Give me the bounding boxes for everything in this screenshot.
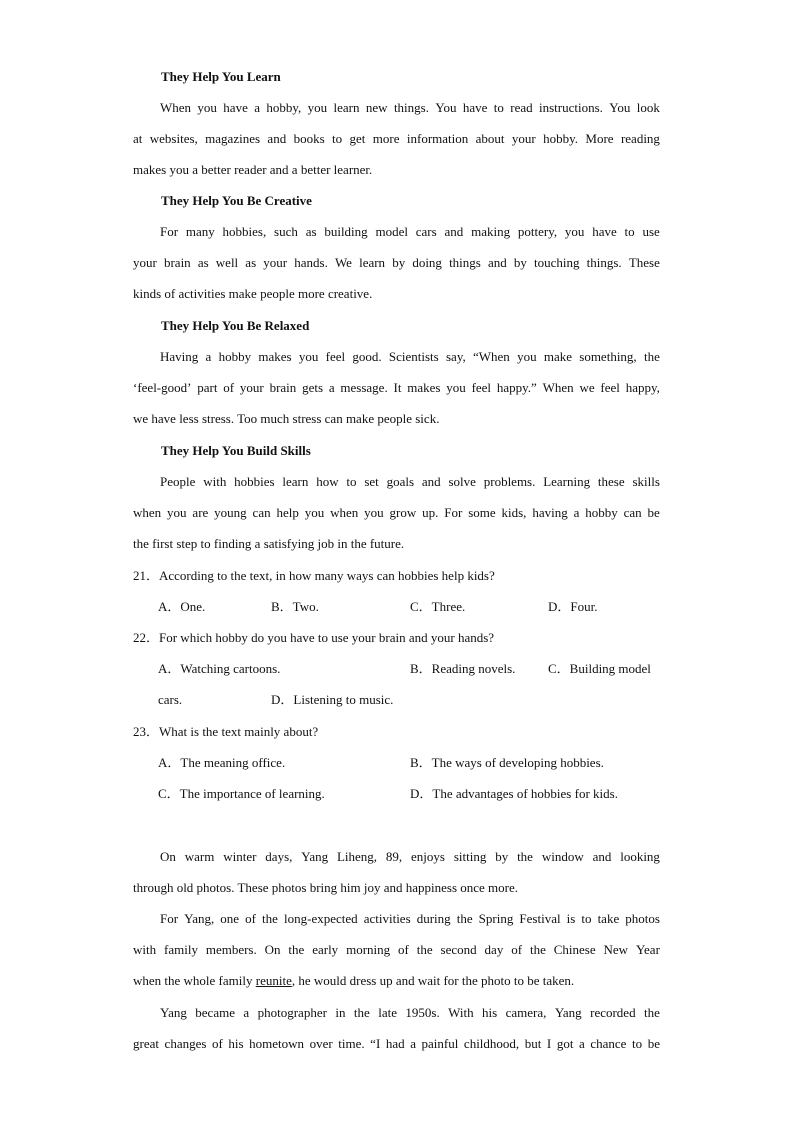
paragraph-line: with family members. On the early morning of the second day of the Chinese New Year bbox=[133, 942, 660, 957]
section-heading: They Help You Be Relaxed bbox=[161, 318, 310, 333]
paragraph-line: we have less stress. Too much stress can make people sick. bbox=[133, 411, 440, 426]
paragraph-line: Yang became a photographer in the late 1950s. With his camera, Yang recorded the bbox=[160, 1005, 660, 1020]
text-segment: , he would dress up and wait for the photo to be taken. bbox=[291, 973, 575, 988]
paragraph-line: On warm winter days, Yang Liheng, 89, enjoys sitting by the window and looking bbox=[160, 849, 660, 864]
paragraph-line: makes you a better reader and a better learner. bbox=[133, 162, 373, 177]
option-b: B．The ways of developing hobbies. bbox=[410, 755, 604, 770]
option-b: B．Two. bbox=[271, 599, 319, 614]
paragraph-line: your brain as well as your hands. We learn by doing things and by touching things. These bbox=[133, 255, 660, 270]
paragraph-line: ‘feel-good’ part of your brain gets a message. It makes you feel happy.” When we feel happy, bbox=[133, 380, 660, 395]
paragraph-line: When you have a hobby, you learn new things. You have to read instructions. You look bbox=[160, 100, 660, 115]
option-c: C．The importance of learning. bbox=[158, 786, 325, 801]
question-stem: 21．According to the text, in how many ways can hobbies help kids? bbox=[133, 568, 495, 583]
paragraph-line: the first step to finding a satisfying job in the future. bbox=[133, 536, 405, 551]
paragraph-line: For Yang, one of the long-expected activities during the Spring Festival is to take photos bbox=[160, 911, 660, 926]
paragraph-line: kinds of activities make people more creative. bbox=[133, 286, 373, 301]
option-c: C．Three. bbox=[410, 599, 466, 614]
paragraph-line: through old photos. These photos bring him joy and happiness once more. bbox=[133, 880, 519, 895]
paragraph-line: Having a hobby makes you feel good. Scientists say, “When you make something, the bbox=[160, 349, 660, 364]
option-d: D．The advantages of hobbies for kids. bbox=[410, 786, 618, 801]
section-heading: They Help You Learn bbox=[161, 69, 281, 84]
option-a: A．The meaning office. bbox=[158, 755, 286, 770]
paragraph-line: For many hobbies, such as building model cars and making pottery, you have to use bbox=[160, 224, 660, 239]
underlined-word: reunite bbox=[255, 973, 292, 988]
section-heading: They Help You Be Creative bbox=[161, 193, 312, 208]
option-a: A．One. bbox=[158, 599, 206, 614]
paragraph-line: great changes of his hometown over time. “I had a painful childhood, but I got a chance to be bbox=[133, 1036, 660, 1051]
paragraph-line: at websites, magazines and books to get more information about your hobby. More reading bbox=[133, 131, 660, 146]
paragraph-line: when you are young can help you when you grow up. For some kids, having a hobby can be bbox=[133, 505, 660, 520]
option-d: D．Four. bbox=[548, 599, 598, 614]
option-a: A．Watching cartoons. bbox=[158, 661, 281, 676]
paragraph-line bbox=[133, 973, 574, 989]
option-c-cont: cars. bbox=[158, 692, 183, 707]
paragraph-line: People with hobbies learn how to set goals and solve problems. Learning these skills bbox=[160, 474, 660, 489]
question-stem: 22．For which hobby do you have to use your brain and your hands? bbox=[133, 630, 495, 645]
option-b: B．Reading novels. bbox=[410, 661, 516, 676]
option-c: C．Building model bbox=[548, 661, 651, 676]
option-d: D．Listening to music. bbox=[271, 692, 394, 707]
question-stem: 23．What is the text mainly about? bbox=[133, 724, 319, 739]
section-heading: They Help You Build Skills bbox=[161, 443, 311, 458]
text-segment: when the whole family bbox=[133, 973, 256, 988]
